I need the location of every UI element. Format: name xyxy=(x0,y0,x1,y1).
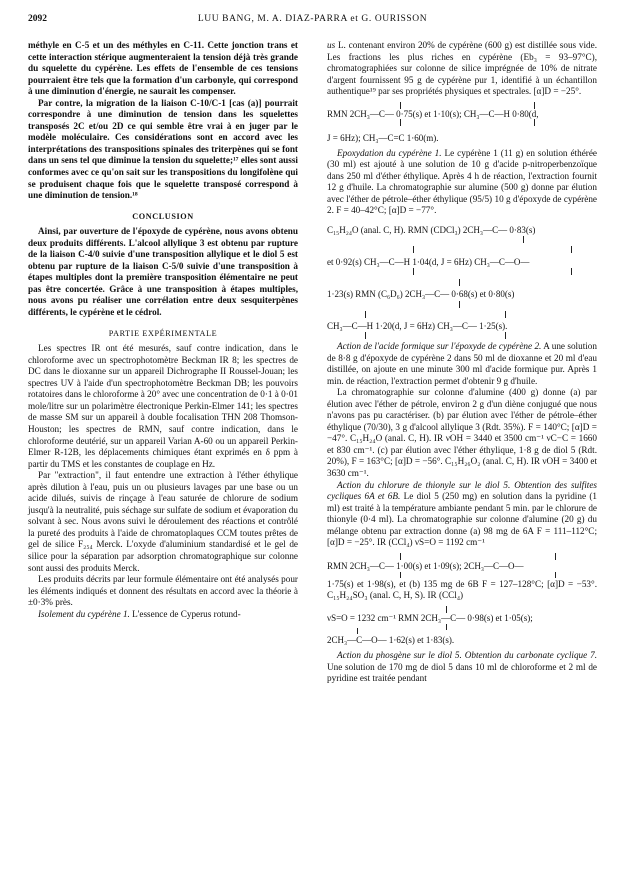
bond-stub xyxy=(505,332,506,339)
conclusion-heading: CONCLUSION xyxy=(132,211,194,221)
nmr-line-7: RMN 2CH₃—C— 1·00(s) et 1·09(s); 2CH₃—C—O— xyxy=(327,560,524,571)
nmr-line-3: C₁₅H₂₄O (anal. C, H). RMN (CDCl₃) 2CH₃—C— 0·83(s) xyxy=(327,225,536,236)
experimental-body xyxy=(28,343,298,620)
nmr-line-1: RMN 2CH₃—C— 0·75(s) et 1·10(s); CH₃—C—H 0·80(d, xyxy=(327,108,539,119)
conclusion-paragraph: Ainsi, par ouverture de l'époxyde de cypérène, nous avons obtenu deux produits différents. L'alcool allylique 3 est obtenu par rupture de la liaison C-4/0 suivie d'une transposition allylique et le diol 5 est obtenu par rupture de la liaison C-5/0 suivie d'une transposition à étapes multiples dont la première transposition élémentaire ne peut pas être concertée. Grâce à une transposition à étapes multiples, nous avons pu réaliser une corrélation entre deux sesquiterpènes différents, le cypérène et le cédrol. xyxy=(28,226,298,318)
nmr-line-5: 1·23(s) RMN (C₆D₆) 2CH₃—C— 0·68(s) et 0·80(s) xyxy=(327,289,515,300)
right-column xyxy=(327,40,597,685)
paragraph-epoxidation xyxy=(327,148,597,217)
paragraph-extraction: Par "extraction", il faut entendre une extraction à l'éther éthylique après dilution à l'eau, puis un ou plusieurs lavages par une base ou un acide dilués, suivis de rinçage à l'eau saturée de chlorure de sodium jusqu'à la neutralité, puis séchage sur sulfate de sodium et évaporation du solvant à sec. Nous avons suivi le déroulement des réactions et contrôlé la pureté des produits à l'aide de chromatoplaques CCM toutes prêtes de gel de silice F₂₅₄ Merck. L'oxyde d'aluminium standardisé et le gel de silice pour la séparation par adsorption chromatographique sur colonne sont aussi des produits Merck. xyxy=(28,470,298,573)
bond-stub xyxy=(555,553,556,560)
bond-stub xyxy=(459,279,460,286)
paragraph-thionyl-continued: 1·75(s) et 1·98(s), et (b) 135 mg de 6B F = 127–128°C; [α]D = −53°. C₁₅H₂₄SO₃ (anal. C, H, S). IR (CCl₄) xyxy=(327,578,597,601)
phosgene-title: Action du phosgène sur le diol 5. Obtention du carbonate cyclique 7. xyxy=(337,649,597,660)
paragraph-chromatography: La chromatographie sur colonne d'alumine (400 g) donne (a) par élution avec l'éther de pétrole, environ 2 g d'un diène conjugué que nous n'avons pas pu caractériser. (b) par élution avec l'éther de pétrole–éther éthylique (70/30), 3 g d'alcool allylique 3 (Rdt. 35%). F = 140°C; [α]D = −47°. C₁₅H₂₄O (anal. C, H). IR νOH = 3440 et 3500 cm⁻¹ νC−C = 1660 et 830 cm⁻¹. (c) par élution avec l'éther éthylique, 1·8 g de diol 5 (Rdt. 20%), F = 163°C; [α]D = −56°. C₁₅H₂₆O₂ (anal. C, H). IR νOH = 3400 et 3630 cm⁻¹. xyxy=(327,387,597,479)
nmr-line-9: 2CH₃—C—O— 1·62(s) et 1·83(s). xyxy=(327,634,455,645)
paragraph-thionyl xyxy=(327,480,597,549)
isolation-title: Isolement du cypérène 1. xyxy=(38,608,130,619)
bond-stub xyxy=(555,572,556,578)
running-head: LUU BANG, M. A. DIAZ-PARRA et G. OURISSON xyxy=(197,14,428,24)
bond-stub xyxy=(523,236,524,243)
nmr-formula-epoxide xyxy=(327,219,597,339)
nmr-line-4: et 0·92(s) CH₃—C—H 1·04(d, J = 6Hz) CH₃—C—O— xyxy=(327,257,530,268)
nmr-line-8: νS=O = 1232 cm⁻¹ RMN 2CH₃—C— 0·98(s) et 1·05(s); xyxy=(327,612,533,623)
left-column xyxy=(28,40,298,620)
bond-stub xyxy=(400,553,401,560)
paragraph-analysis: Les produits décrits par leur formule élémentaire ont été analysés pour les éléments indiqués et donnent des résultats en accord avec la théorie à ±0·3% près. xyxy=(28,574,298,608)
page-header xyxy=(28,14,597,28)
bond-stub xyxy=(413,246,414,253)
thionyl-text: Le diol 5 (250 mg) en solution dans la pyridine (1 ml) est traité à la température ambiante pendant 5 min. par le chlorure de thionyle (0·4 ml). La chromatographie sur colonne d'alumine (20 g) du mélange obtenu par extraction donne (a) 98 mg de 6A F = 111–112°C; [α]D = −25°. IR (CCl₄) νS=O = 1192 cm⁻¹ xyxy=(327,491,597,548)
bond-stub xyxy=(571,246,572,253)
bond-stub xyxy=(459,301,460,308)
paragraph-isolation xyxy=(28,609,298,621)
bond-stub xyxy=(413,268,414,275)
bond-stub xyxy=(505,311,506,318)
nmr-formula-6a xyxy=(327,551,597,577)
paragraph-cyperene-isolation xyxy=(327,40,597,98)
paragraph-formic-acid xyxy=(327,341,597,387)
nmr-formula-6b xyxy=(327,604,597,648)
paragraph-instruments: Les spectres IR ont été mesurés, sauf contre indication, dans le chloroforme avec un spectrophotomètre Beckman IR 8; les spectres de DC dans le dioxanne sur un appareil Dichrographe II Roussel-Jouan; les spectres UV à l'aide d'un spectrophotomètre Beckman DB; les pouvoirs rotatoires dans le chloroforme à 20° avec une concentration de 0·1 à 0·01 mole/litre sur un polarimètre électronique Perkin-Elmer 141; les spectres de masse SM sur un appareil à double focalisation THN 208 Thomson-Houston; les spectres de RMN, sauf contre indication, dans le chloroforme deutérié, sur un appareil Varian A-60 ou un appareil Perkin-Elmer R-12B, les déplacements chimiques étant exprimés en δ ppm à partir du TMS et les constantes de couplage en Hz. xyxy=(28,343,299,469)
bond-stub xyxy=(446,624,447,630)
thionyl-title: Action du chlorure de thionyle sur le diol 5. Obtention des sulfites cycliques 6A et 6B. xyxy=(327,479,597,502)
epoxidation-text: Le cypérène 1 (11 g) en solution éthérée (30 ml) est ajouté à une solution de 10 g d'acide p-nitroperbenzoïque dans 250 ml d'éther éthylique. Après 4 h de réaction, l'extraction fournit 12 g d'huile. La chromatographie sur alumine (500 g) donne par élution avec l'éther de pétrole–éther éthylique (95/5) 10 g d'époxyde de cypérène 2. F = 40–42°C; [α]D = −77°. xyxy=(327,147,597,216)
epoxidation-title: Epoxydation du cypérène 1. xyxy=(337,147,442,158)
bond-stub xyxy=(357,628,358,634)
nmr-line-2: J = 6Hz); CH₃—C=C 1·60(m). xyxy=(327,132,439,143)
experimental-heading: PARTIE EXPÉRIMENTALE xyxy=(108,328,218,338)
isolation-text: L'essence de Cyperus rotund- xyxy=(129,608,241,619)
paragraph-migration: Par contre, la migration de la liaison C-10/C-1 [cas (a)] pourrait correspondre à une diminution de tension dans les squelettes transposés 2C et/ou 2D ce qui semble être vrai à en juger par le modèle moléculaire. Ces considérations sont en accord avec les interprétations des transpositions spinales des triterpènes qui se font dans un sens tel que diminue la tension du squelette;¹⁷ elles sont aussi conformes avec ce qu'on sait sur les transpositions du longifolène qui se produisent chaque fois que le squelette transposé correspond à une diminution de tension.¹⁸ xyxy=(28,97,298,201)
bond-stub xyxy=(400,102,401,109)
bond-stub xyxy=(365,311,366,318)
bond-stub xyxy=(571,268,572,275)
formic-title: Action de l'acide formique sur l'époxyde de cypérène 2. xyxy=(337,341,542,352)
bond-stub xyxy=(365,332,366,339)
phosgene-text: Une solution de 170 mg de diol 5 dans 10 ml de chloroforme et 2 ml de pyridine est traitée pendant xyxy=(327,661,597,684)
bond-stub xyxy=(400,572,401,578)
paragraph-phosgene xyxy=(327,650,597,685)
species-suffix: us xyxy=(327,40,336,50)
bond-stub xyxy=(534,119,535,126)
page-number: 2092 xyxy=(28,14,47,24)
nmr-line-6: CH₃—C—H 1·20(d, J = 6Hz) CH₃—C— 1·25(s). xyxy=(327,321,508,332)
isolation-continued: L. contenant environ 20% de cypérène (600 g) est distillée sous vide. Les fractions les plus riches en cypérène (Eb₃ = 93–97°C), chromatographiées sur colonne de silice imprégnée de 10% de nitrate d'argent fournissent 95 g de cypérène pur 1, identifié à un échantillon authentique¹⁹ par ses propriétés physiques et spectrales. [α]D = −25°. xyxy=(327,40,597,97)
formic-text: A une solution de 8·8 g d'époxyde de cypérène 2 dans 50 ml de dioxanne et 20 ml d'eau distillée, on ajoute en une minute 300 ml d'acide formique pur. Après 1 min. de réaction, l'extraction permet d'obtenir 9 g d'huile. xyxy=(327,341,597,386)
bond-stub xyxy=(534,102,535,109)
bond-stub xyxy=(400,119,401,126)
bond-stub xyxy=(446,606,447,613)
paragraph-tension: méthyle en C-5 et un des méthyles en C-11. Cette jonction trans et cette interaction stérique augmenteraient la tension déjà très grande du squelette du cypérène. Les effets de l'ensemble de ces tensions pourraient être tels que la formation d'un carbonyle, qui correspond à une diminution d'énergie, ne saurait les compenser. xyxy=(28,40,298,97)
nmr-formula-cyperene xyxy=(327,100,597,146)
